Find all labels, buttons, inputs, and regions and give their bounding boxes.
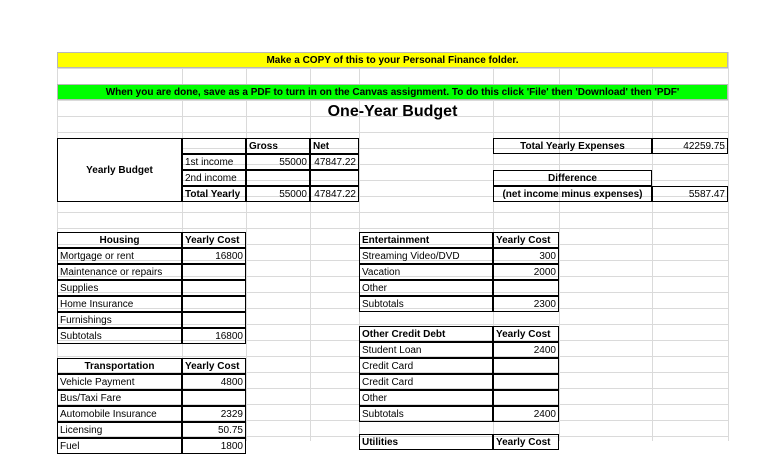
entertainment-row-value[interactable] bbox=[493, 280, 559, 296]
income-2-net[interactable] bbox=[310, 170, 359, 186]
transportation-row-label[interactable]: Bus/Taxi Fare bbox=[57, 390, 182, 406]
housing-row-value[interactable]: 16800 bbox=[182, 328, 246, 344]
entertainment-row-label[interactable]: Subtotals bbox=[359, 296, 493, 312]
credit_debt-header[interactable]: Other Credit Debt bbox=[359, 326, 493, 342]
credit_debt-row-label[interactable]: Credit Card bbox=[359, 358, 493, 374]
credit_debt-row-value[interactable] bbox=[493, 358, 559, 374]
transportation-row-value[interactable]: 50.75 bbox=[182, 422, 246, 438]
income-2-gross[interactable] bbox=[246, 170, 310, 186]
credit_debt-row-label[interactable]: Other bbox=[359, 390, 493, 406]
income-1-net[interactable]: 47847.22 bbox=[310, 154, 359, 170]
yearly-budget-label[interactable]: Yearly Budget bbox=[57, 138, 182, 202]
credit_debt-row-value[interactable] bbox=[493, 374, 559, 390]
credit_debt-row-value[interactable]: 2400 bbox=[493, 342, 559, 358]
housing-row-value[interactable] bbox=[182, 296, 246, 312]
credit_debt-row-label[interactable]: Student Loan bbox=[359, 342, 493, 358]
sheet-title[interactable]: One-Year Budget bbox=[327, 103, 458, 120]
utilities-cost-header[interactable]: Yearly Cost bbox=[493, 434, 559, 450]
total-yearly-expenses-label[interactable]: Total Yearly Expenses bbox=[493, 138, 652, 154]
entertainment-row-value[interactable]: 2300 bbox=[493, 296, 559, 312]
housing-cost-header[interactable]: Yearly Cost bbox=[182, 232, 246, 248]
credit_debt-cost-header[interactable]: Yearly Cost bbox=[493, 326, 559, 342]
income-1-label[interactable]: 1st income bbox=[182, 154, 246, 170]
utilities-header[interactable]: Utilities bbox=[359, 434, 493, 450]
credit_debt-row-value[interactable] bbox=[493, 390, 559, 406]
transportation-cost-header[interactable]: Yearly Cost bbox=[182, 358, 246, 374]
housing-row-label[interactable]: Subtotals bbox=[57, 328, 182, 344]
difference-sublabel[interactable]: (net income minus expenses) bbox=[493, 186, 652, 202]
entertainment-row-label[interactable]: Other bbox=[359, 280, 493, 296]
housing-row-value[interactable] bbox=[182, 264, 246, 280]
housing-header[interactable]: Housing bbox=[57, 232, 182, 248]
net-header[interactable]: Net bbox=[310, 138, 359, 154]
grid-column-line bbox=[728, 52, 729, 441]
credit_debt-row-label[interactable]: Credit Card bbox=[359, 374, 493, 390]
entertainment-row-value[interactable]: 2000 bbox=[493, 264, 559, 280]
credit_debt-row-value[interactable]: 2400 bbox=[493, 406, 559, 422]
entertainment-row-label[interactable]: Streaming Video/DVD bbox=[359, 248, 493, 264]
housing-row-label[interactable]: Supplies bbox=[57, 280, 182, 296]
difference-value[interactable]: 5587.47 bbox=[652, 186, 728, 202]
transportation-row-label[interactable]: Licensing bbox=[57, 422, 182, 438]
credit_debt-row-label[interactable]: Subtotals bbox=[359, 406, 493, 422]
pdf-instructions-banner[interactable]: When you are done, save as a PDF to turn in on the Canvas assignment. To do this click 'File' then 'Download' then 'PDF' bbox=[57, 84, 728, 100]
housing-row-label[interactable]: Furnishings bbox=[57, 312, 182, 328]
transportation-header[interactable]: Transportation bbox=[57, 358, 182, 374]
entertainment-row-label[interactable]: Vacation bbox=[359, 264, 493, 280]
housing-row-value[interactable]: 16800 bbox=[182, 248, 246, 264]
transportation-row-label[interactable]: Fuel bbox=[57, 438, 182, 454]
entertainment-row-value[interactable]: 300 bbox=[493, 248, 559, 264]
difference-label[interactable]: Difference bbox=[493, 170, 652, 186]
total-yearly-label[interactable]: Total Yearly bbox=[182, 186, 246, 202]
yearly-budget-blank-header[interactable] bbox=[182, 138, 246, 154]
total-yearly-expenses-value[interactable]: 42259.75 bbox=[652, 138, 728, 154]
grid-row-line bbox=[57, 228, 728, 229]
transportation-row-label[interactable]: Automobile Insurance bbox=[57, 406, 182, 422]
total-yearly-net[interactable]: 47847.22 bbox=[310, 186, 359, 202]
gross-header[interactable]: Gross bbox=[246, 138, 310, 154]
housing-row-value[interactable] bbox=[182, 312, 246, 328]
copy-banner[interactable]: Make a COPY of this to your Personal Finance folder. bbox=[57, 52, 728, 68]
grid-row-line bbox=[57, 132, 728, 133]
transportation-row-value[interactable] bbox=[182, 390, 246, 406]
grid-row-line bbox=[57, 212, 728, 213]
income-2-label[interactable]: 2nd income bbox=[182, 170, 246, 186]
housing-row-label[interactable]: Maintenance or repairs bbox=[57, 264, 182, 280]
entertainment-header[interactable]: Entertainment bbox=[359, 232, 493, 248]
housing-row-label[interactable]: Home Insurance bbox=[57, 296, 182, 312]
housing-row-value[interactable] bbox=[182, 280, 246, 296]
total-yearly-gross[interactable]: 55000 bbox=[246, 186, 310, 202]
transportation-row-value[interactable]: 4800 bbox=[182, 374, 246, 390]
transportation-row-value[interactable]: 1800 bbox=[182, 438, 246, 454]
entertainment-cost-header[interactable]: Yearly Cost bbox=[493, 232, 559, 248]
transportation-row-label[interactable]: Vehicle Payment bbox=[57, 374, 182, 390]
income-1-gross[interactable]: 55000 bbox=[246, 154, 310, 170]
transportation-row-value[interactable]: 2329 bbox=[182, 406, 246, 422]
housing-row-label[interactable]: Mortgage or rent bbox=[57, 248, 182, 264]
